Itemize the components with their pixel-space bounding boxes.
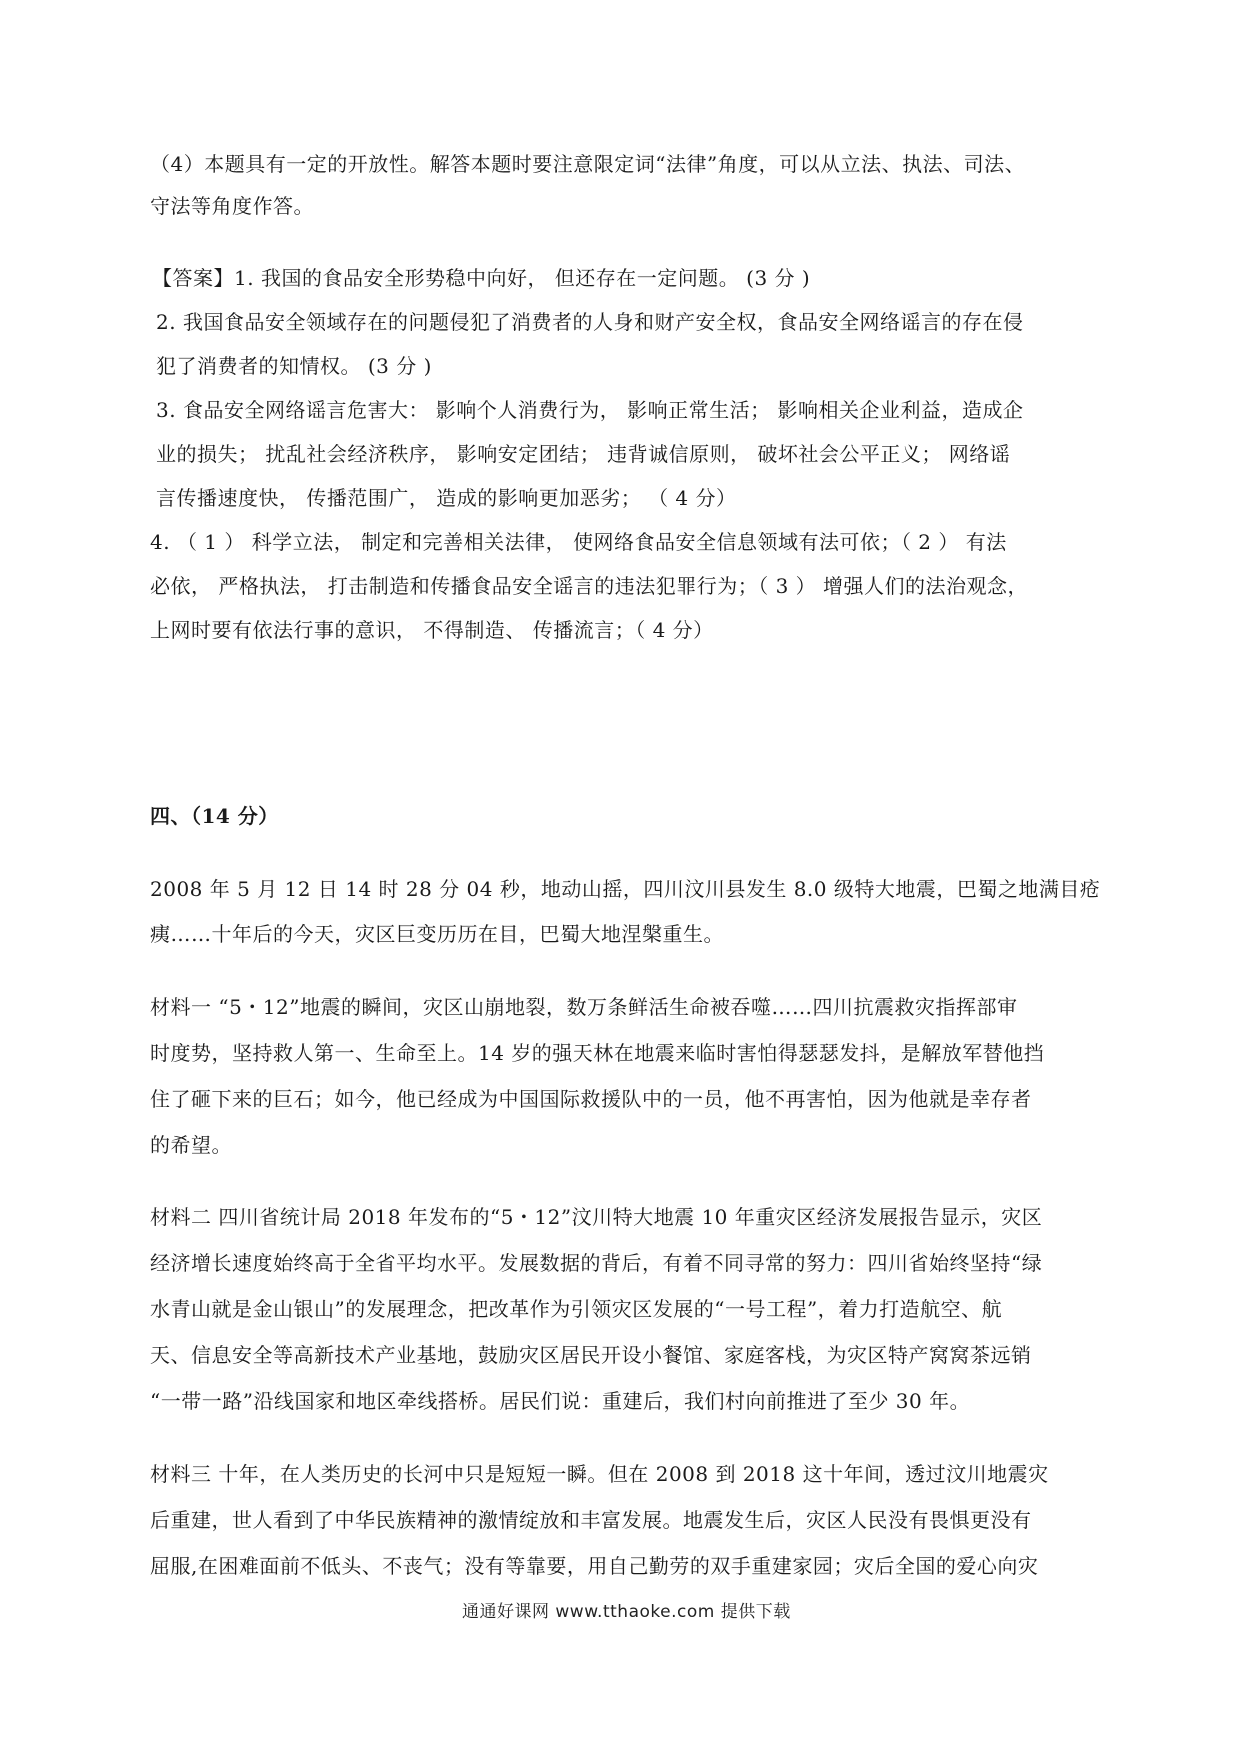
answer-item-4-line-2: 必依， 严格执法， 打击制造和传播食品安全谣言的违法犯罪行为；（ 3 ） 增强人们的法治观念， xyxy=(150,574,1029,598)
answer-item-3-line-3: 言传播速度快， 传播范围广， 造成的影响更加恶劣； （ 4 分） xyxy=(156,486,737,510)
section-4-intro-line-2: 痍……十年后的今天，灾区巨变历历在目，巴蜀大地涅槃重生。 xyxy=(150,922,724,946)
material-1-line-1: 材料一 “5・12”地震的瞬间，灾区山崩地裂，数万条鲜活生命被吞噬……四川抗震救灾指挥部审 xyxy=(150,995,1018,1019)
material-1-line-3: 住了砸下来的巨石；如今，他已经成为中国国际救援队中的一员，他不再害怕，因为他就是幸存者 xyxy=(150,1087,1032,1111)
material-2-line-3: 水青山就是金山银山”的发展理念，把改革作为引领灾区发展的“一号工程”，着力打造航空、航 xyxy=(150,1297,1003,1321)
answer-item-3-line-2: 业的损失； 扰乱社会经济秩序， 影响安定团结； 违背诚信原则， 破坏社会公平正义； 网络谣 xyxy=(156,442,1011,466)
material-2-line-2: 经济增长速度始终高于全省平均水平。发展数据的背后，有着不同寻常的努力：四川省始终坚持“绿 xyxy=(150,1251,1043,1275)
material-1-line-4: 的希望。 xyxy=(150,1133,232,1157)
answer-item-1: 【答案】1. 我国的食品安全形势稳中向好， 但还存在一定问题。 (3 分 ) xyxy=(152,266,811,290)
material-2-line-5: “一带一路”沿线国家和地区牵线搭桥。居民们说：重建后，我们村向前推进了至少 30 年。 xyxy=(150,1389,971,1413)
material-1-line-2: 时度势，坚持救人第一、生命至上。14 岁的强天林在地震来临时害怕得瑟瑟发抖，是解放军替他挡 xyxy=(150,1041,1045,1065)
hint-line-1: （4）本题具有一定的开放性。解答本题时要注意限定词“法律”角度，可以从立法、执法、司法、 xyxy=(150,152,1026,176)
answer-item-4-line-1: 4. （ 1 ） 科学立法， 制定和完善相关法律， 使网络食品安全信息领域有法可依；（ 2 ） 有法 xyxy=(150,530,1007,554)
material-2-line-4: 天、信息安全等高新技术产业基地，鼓励灾区居民开设小餐馆、家庭客栈，为灾区特产窝窝茶远销 xyxy=(150,1343,1032,1367)
material-3-line-3: 屈服,在困难面前不低头、不丧气；没有等靠要，用自己勤劳的双手重建家园；灾后全国的爱心向灾 xyxy=(150,1554,1039,1578)
hint-line-2: 守法等角度作答。 xyxy=(150,194,314,218)
answer-item-3-line-1: 3. 食品安全网络谣言危害大： 影响个人消费行为， 影响正常生活； 影响相关企业利益，造成企 xyxy=(156,398,1024,422)
section-4-heading: 四、（14 分） xyxy=(150,804,279,828)
answer-item-2-line-1: 2. 我国食品安全领域存在的问题侵犯了消费者的人身和财产安全权，食品安全网络谣言的存在侵 xyxy=(156,310,1024,334)
material-3-line-1: 材料三 十年，在人类历史的长河中只是短短一瞬。但在 2008 到 2018 这十年间，透过汶川地震灾 xyxy=(150,1462,1049,1486)
material-2-line-1: 材料二 四川省统计局 2018 年发布的“5・12”汶川特大地震 10 年重灾区经济发展报告显示，灾区 xyxy=(150,1205,1043,1229)
footer-source-text: 通通好课网 www.tthaoke.com 提供下载 xyxy=(462,1602,791,1622)
material-3-line-2: 后重建，世人看到了中华民族精神的激情绽放和丰富发展。地震发生后，灾区人民没有畏惧更没有 xyxy=(150,1508,1032,1532)
answer-item-4-line-3: 上网时要有依法行事的意识， 不得制造、 传播流言；（ 4 分） xyxy=(150,618,714,642)
answer-item-2-line-2: 犯了消费者的知情权。 (3 分 ) xyxy=(156,354,432,378)
section-4-intro-line-1: 2008 年 5 月 12 日 14 时 28 分 04 秒，地动山摇，四川汶川县发生 8.0 级特大地震，巴蜀之地满目疮 xyxy=(150,877,1101,901)
